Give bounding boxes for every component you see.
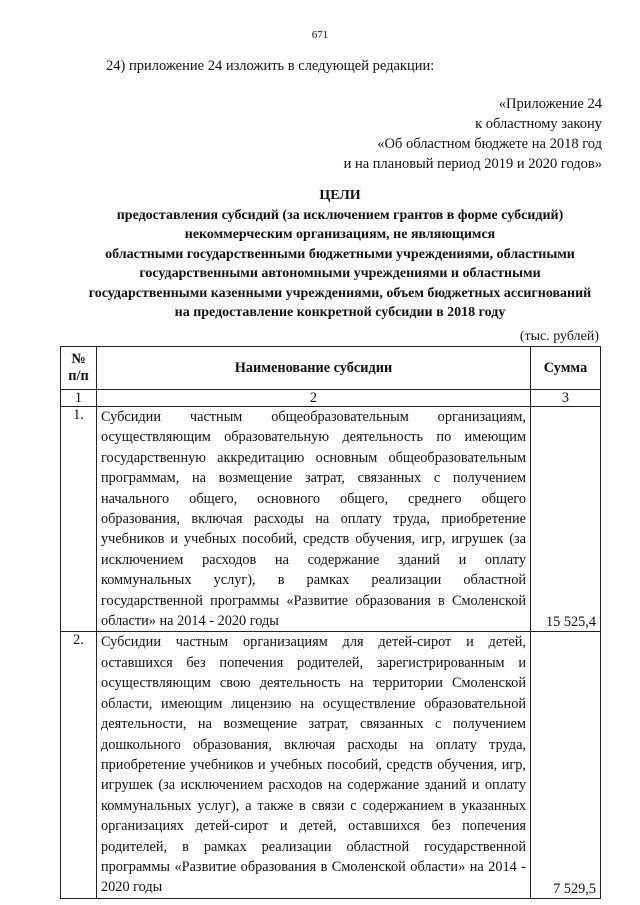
units-label: (тыс. рублей) <box>519 329 599 344</box>
column-index: 3 <box>531 390 601 407</box>
appendix-reference <box>344 94 602 174</box>
appendix-line: к областному закону <box>475 116 602 132</box>
heading-line: государственными автономными учреждениями и областными <box>139 266 541 281</box>
row-number: 2. <box>61 632 97 898</box>
subsidy-sum: 15 525,4 <box>531 407 601 632</box>
header-number: № п/п <box>61 347 97 390</box>
heading-title: ЦЕЛИ <box>319 188 361 203</box>
heading-line: на предоставление конкретной субсидии в 2018 году <box>174 305 506 320</box>
table-row <box>61 407 601 632</box>
appendix-line: «Приложение 24 <box>498 96 602 112</box>
heading-line: областными государственными бюджетными учреждениями, областными <box>105 246 575 262</box>
column-index-row <box>61 390 601 407</box>
subsidies-table <box>60 346 601 899</box>
column-index: 1 <box>61 390 97 407</box>
subsidy-description: Субсидии частным организациям для детей-сирот и детей, оставшихся без попечения родителей, зарегистрированным и осуществляющим свою деятельность на территории Смоленской области, имеющим лицензию на осуществление образовательной деятельности, на возмещение затрат, связанных с получением дошкольного образования, включая расходы на оплату труда, приобретение учебников и учебных пособий, средств обучения, игр, игрушек (за исключением расходов на содержание зданий и оплату коммунальных услуг), а также в связи с содержанием в указанных организациях детей-сирот и детей, оставшихся без попечения родителей, в рамках реализации областной государственной программы «Развитие образования в Смоленской области» на 2014 - 2020 годы <box>97 632 531 898</box>
header-sum: Сумма <box>531 347 601 390</box>
table-row <box>61 632 601 898</box>
row-number: 1. <box>61 407 97 632</box>
heading-line: некоммерческим организациям, не являющимся <box>184 227 496 242</box>
subsidy-sum: 7 529,5 <box>531 632 601 898</box>
page-number: 671 <box>311 29 329 41</box>
appendix-line: и на плановый период 2019 и 2020 годов» <box>343 156 602 172</box>
header-name: Наименование субсидии <box>97 347 531 390</box>
table-header-row <box>61 347 601 390</box>
intro-text: 24) приложение 24 изложить в следующей редакции: <box>106 58 435 74</box>
heading-line: предоставления субсидий (за исключением грантов в форме субсидий) <box>116 207 564 223</box>
document-heading <box>60 186 620 323</box>
heading-line: государственными казенными учреждениями, объем бюджетных ассигнований <box>88 285 592 301</box>
subsidy-description: Субсидии частным общеобразовательным организациям, осуществляющим образовательную деятельность по имеющим государственную аккредитацию основным общеобразовательным программам, на возмещение затрат, связанных с получением начального общего, основного общего, среднего общего образования, включая расходы на оплату труда, приобретение учебников и учебных пособий, средств обучения, игр, игрушек (за исключением расходов на содержание зданий и оплату коммунальных услуг), в рамках реализации областной государственной программы «Развитие образования в Смоленской области» на 2014 - 2020 годы <box>97 407 531 632</box>
column-index: 2 <box>97 390 531 407</box>
appendix-line: «Об областном бюджете на 2018 год <box>377 136 602 152</box>
